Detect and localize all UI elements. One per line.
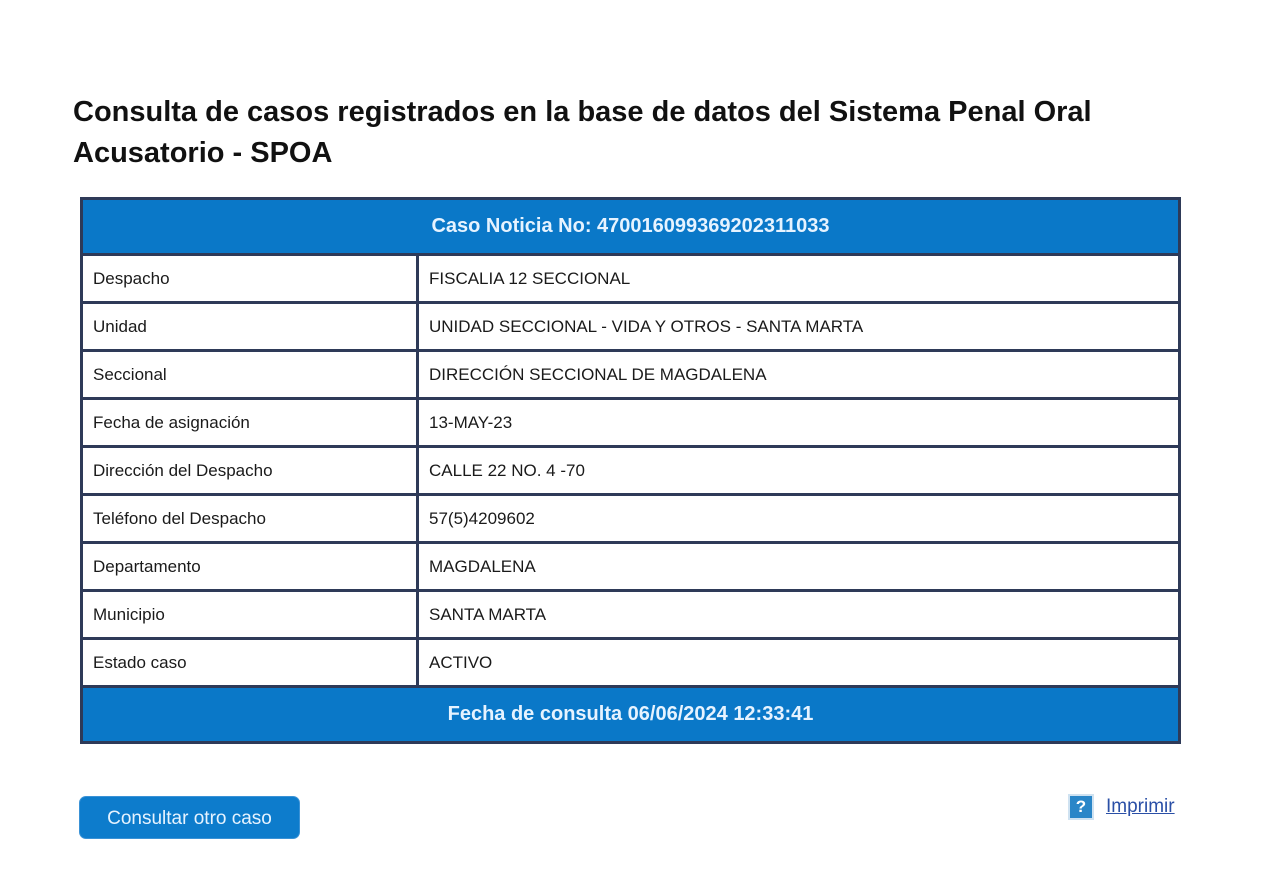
row-value: CALLE 22 NO. 4 -70: [418, 447, 1180, 495]
table-row: [82, 495, 1180, 543]
row-value: 13-MAY-23: [418, 399, 1180, 447]
row-value: FISCALIA 12 SECCIONAL: [418, 255, 1180, 303]
row-label: Dirección del Despacho: [82, 447, 418, 495]
consult-other-case-button[interactable]: Consultar otro caso: [79, 796, 300, 839]
row-label: Fecha de asignación: [82, 399, 418, 447]
row-label: Departamento: [82, 543, 418, 591]
print-link[interactable]: Imprimir: [1106, 796, 1175, 817]
row-value: UNIDAD SECCIONAL - VIDA Y OTROS - SANTA MARTA: [418, 303, 1180, 351]
row-label: Despacho: [82, 255, 418, 303]
table-row: [82, 639, 1180, 687]
row-label: Municipio: [82, 591, 418, 639]
row-value: SANTA MARTA: [418, 591, 1180, 639]
table-row: [82, 255, 1180, 303]
page-title: Consulta de casos registrados en la base de datos del Sistema Penal Oral Acusatorio - SPOA: [73, 96, 1092, 169]
row-label: Teléfono del Despacho: [82, 495, 418, 543]
print-control: [1068, 794, 1175, 820]
case-table: [80, 197, 1181, 744]
table-row: [82, 591, 1180, 639]
row-label: Estado caso: [82, 639, 418, 687]
row-value: MAGDALENA: [418, 543, 1180, 591]
help-icon[interactable]: ?: [1068, 794, 1094, 820]
table-row: [82, 543, 1180, 591]
table-row: [82, 447, 1180, 495]
row-value: 57(5)4209602: [418, 495, 1180, 543]
row-label: Seccional: [82, 351, 418, 399]
table-row: [82, 351, 1180, 399]
row-value: ACTIVO: [418, 639, 1180, 687]
row-value: DIRECCIÓN SECCIONAL DE MAGDALENA: [418, 351, 1180, 399]
table-row: [82, 399, 1180, 447]
case-number-header: Caso Noticia No: 470016099369202311033: [82, 199, 1180, 255]
row-label: Unidad: [82, 303, 418, 351]
table-row: [82, 303, 1180, 351]
consult-date-footer: Fecha de consulta 06/06/2024 12:33:41: [82, 687, 1180, 743]
